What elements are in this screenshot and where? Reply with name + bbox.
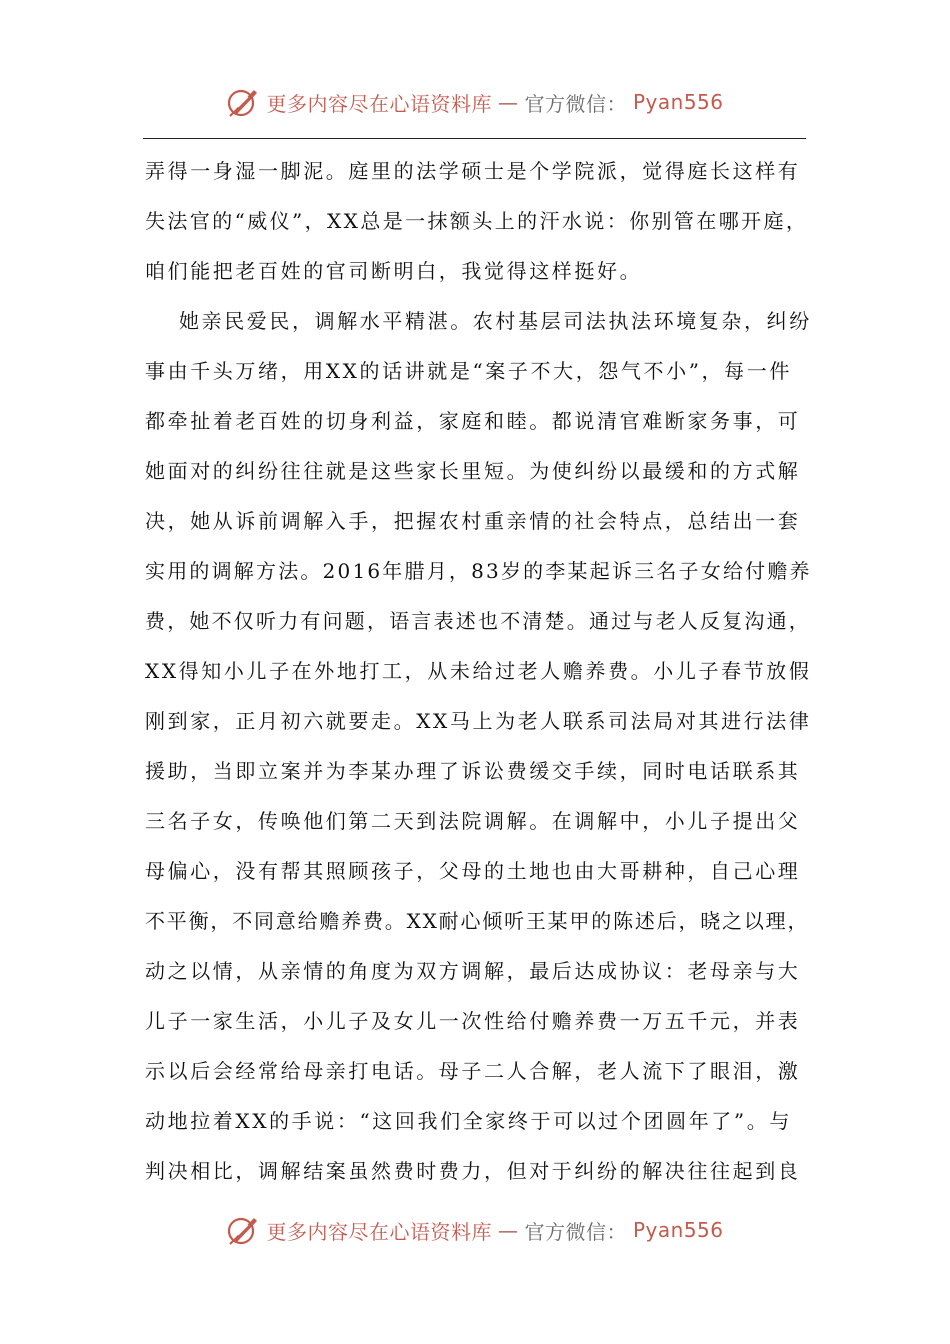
footer-banner-separator: — <box>497 1218 519 1242</box>
text-line: 实用的调解方法。2016年腊月，83岁的李某起诉三名子女给付赡养 <box>145 559 812 583</box>
header-banner-inner <box>226 85 723 119</box>
footer-banner-subtitle: 官方微信： <box>524 1219 627 1244</box>
text-line: 费，她不仅听力有问题，语言表述也不清楚。通过与老人反复沟通， <box>145 609 811 633</box>
text-line: 都牵扯着老百姓的切身利益，家庭和睦。都说清官难断家务事，可 <box>145 409 801 433</box>
footer-banner <box>0 1210 950 1250</box>
header-rule <box>143 138 806 139</box>
text-line: 示以后会经常给母亲打电话。母子二人合解，老人流下了眼泪，激 <box>145 1059 801 1083</box>
quill-pen-logo-icon <box>226 1213 260 1247</box>
banner-separator: — <box>497 90 519 114</box>
text-line: 弄得一身湿一脚泥。庭里的法学硕士是个学院派，觉得庭长这样有 <box>145 159 801 183</box>
text-line: 不平衡，不同意给赡养费。XX耐心倾听王某甲的陈述后，晓之以理， <box>145 909 810 933</box>
text-line: 儿子一家生活，小儿子及女儿一次性给付赡养费一万五千元，并表 <box>145 1009 801 1033</box>
document-body <box>145 146 813 1196</box>
text-line: 动之以情，从亲情的角度为双方调解，最后达成协议：老母亲与大 <box>145 959 801 983</box>
text-line: 动地拉着XX的手说：“这回我们全家终于可以过个团圆年了”。与 <box>145 1109 792 1133</box>
text-line: 援助，当即立案并为李某办理了诉讼费缓交手续，同时电话联系其 <box>145 759 801 783</box>
text-line: 她面对的纠纷往往就是这些家长里短。为使纠纷以最缓和的方式解 <box>145 459 801 483</box>
banner-wechat-handle: Pyan556 <box>632 90 724 114</box>
footer-banner-inner <box>226 1213 723 1247</box>
header-banner <box>0 82 950 122</box>
text-line: 母偏心，没有帮其照顾孩子，父母的土地也由大哥耕种，自己心理 <box>145 859 801 883</box>
text-line: XX得知小儿子在外地打工，从未给过老人赡养费。小儿子春节放假 <box>145 659 812 683</box>
quill-pen-logo-icon <box>226 85 260 119</box>
footer-banner-wechat-handle: Pyan556 <box>632 1218 724 1242</box>
text-line: 她亲民爱民，调解水平精湛。农村基层司法执法环境复杂，纠纷 <box>179 309 812 333</box>
banner-title: 更多内容尽在心语资料库 <box>266 91 492 116</box>
text-line: 三名子女，传唤他们第二天到法院调解。在调解中，小儿子提出父 <box>145 809 801 833</box>
banner-subtitle: 官方微信： <box>524 91 627 116</box>
text-line: 事由千头万绪，用XX的话讲就是“案子不大，怨气不小”，每一件 <box>145 359 792 383</box>
text-line: 咱们能把老百姓的官司断明白，我觉得这样挺好。 <box>145 259 643 283</box>
text-line: 失法官的“威仪”，XX总是一抹额头上的汗水说：你别管在哪开庭， <box>145 209 809 233</box>
text-line: 判决相比，调解结案虽然费时费力，但对于纠纷的解决往往起到良 <box>145 1159 801 1183</box>
text-line: 刚到家，正月初六就要走。XX马上为老人联系司法局对其进行法律 <box>145 709 812 733</box>
footer-banner-title: 更多内容尽在心语资料库 <box>266 1219 492 1244</box>
text-line: 决，她从诉前调解入手，把握农村重亲情的社会特点，总结出一套 <box>145 509 801 533</box>
